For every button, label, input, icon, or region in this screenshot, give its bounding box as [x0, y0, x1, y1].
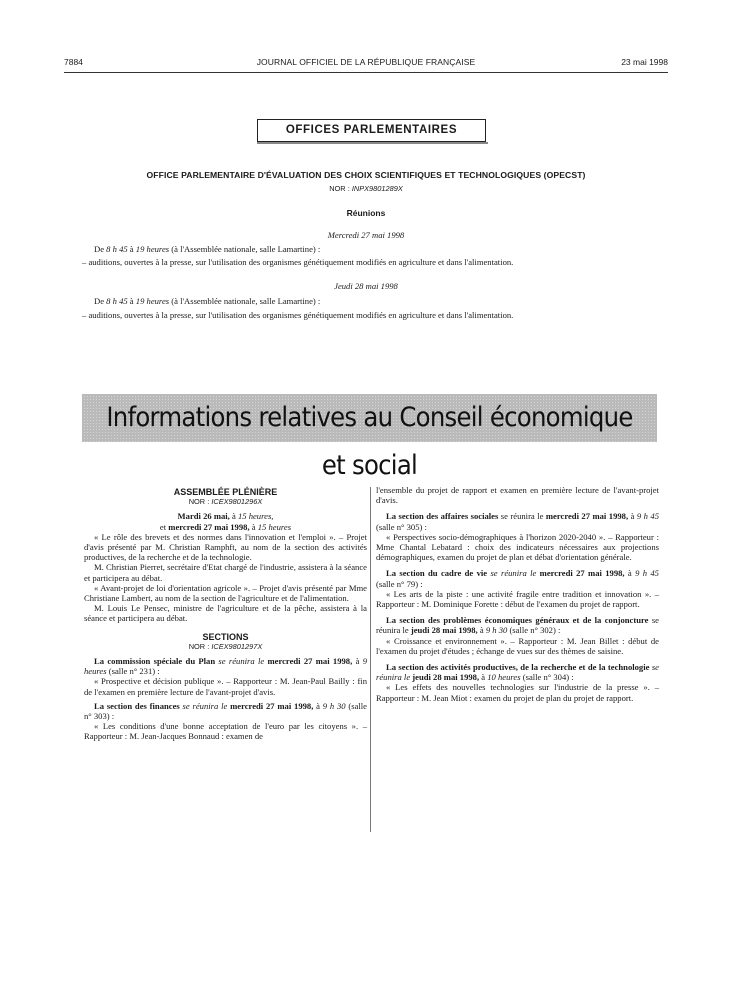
meeting-time	[94, 244, 320, 254]
meeting-date: mercredi 27 mai 1998,	[545, 511, 629, 522]
section-name: La section des problèmes économiques généraux et de la conjoncture	[386, 615, 649, 626]
time-mid: à	[127, 296, 136, 306]
section-name: La section des activités productives, de la recherche et de la technologie	[386, 662, 650, 673]
nor-label: NOR :	[329, 184, 350, 193]
meeting-time	[94, 296, 320, 306]
office-title: OFFICE PARLEMENTAIRE D'ÉVALUATION DES CHOIX SCIENTIFIQUES ET TECHNOLOGIQUES (OPECST)	[146, 170, 586, 180]
meeting-time: 10 heures	[487, 672, 521, 683]
paragraph: « Croissance et environnement ». – Rapporteur : M. Jean Billet : début de l'examen du projet d'études ; échange de vues sur des thèmes de saisine.	[376, 635, 659, 656]
time-start: 8 h 45	[106, 296, 128, 306]
section-name: La section du cadre de vie	[386, 568, 488, 579]
sections-heading: SECTIONS	[202, 631, 249, 642]
meeting-time: 9 heures	[84, 656, 367, 677]
meeting-room: (salle n° 302) :	[507, 625, 561, 636]
left-column	[84, 485, 367, 742]
paragraph: « Les arts de la piste : une activité fragile entre tradition et innovation ». – Rapporteur : M. Dominique Forette : début de l'examen du projet de rapport.	[376, 588, 659, 610]
meeting-date: jeudi 28 mai 1998,	[412, 672, 480, 683]
meeting-time: 9 h 45	[636, 511, 659, 522]
paragraph: « Avant-projet de loi d'orientation agricole ». – Projet d'avis présenté par Mme Christiane Lambert, au nom de la section de l'agriculture et de l'alimentation.	[84, 582, 367, 604]
assemblee-heading: ASSEMBLÉE PLÉNIÈRE	[173, 487, 278, 497]
right-column	[376, 485, 659, 703]
office-nor	[64, 184, 668, 193]
meeting-verb: se réunira le	[487, 568, 540, 579]
section-meeting-finances	[84, 701, 367, 721]
meeting-room: (salle n° 305) :	[376, 521, 427, 532]
meeting-day: Mercredi 27 mai 1998	[327, 230, 405, 240]
meeting-room: (salle n° 304) :	[520, 672, 574, 683]
meeting-at: à	[352, 656, 363, 667]
section-meeting-cadre-de-vie	[376, 568, 659, 588]
meeting-verb: se réunira le	[376, 615, 659, 636]
nor-value: ICEX9801296X	[211, 497, 263, 507]
date-time: 15 heures,	[237, 511, 274, 522]
meeting-description: – auditions, ouvertes à la presse, sur l'utilisation des organismes génétiquement modifiés en agriculture et dans l'alimentation.	[82, 257, 514, 267]
plenary-date-line-1	[84, 511, 367, 521]
paragraph: « Les effets des nouvelles technologies sur l'industrie de la presse ». – Rapporteur : M. Jean Miot : examen du projet de plan du projet de rapport.	[376, 682, 659, 703]
meeting-date: mercredi 27 mai 1998,	[267, 656, 353, 667]
paragraph: M. Christian Pierret, secrétaire d'Etat chargé de l'industrie, assistera à la séance et participera au débat.	[84, 562, 367, 583]
section-meeting-activites-productives	[376, 662, 659, 682]
meeting-time: 9 h 30	[485, 625, 508, 636]
box-shadow	[257, 142, 488, 144]
meeting-room: (salle n° 303) :	[84, 700, 367, 722]
header-rule	[64, 72, 668, 73]
time-location: (à l'Assemblée nationale, salle Lamartine) :	[169, 244, 321, 254]
meeting-at: à	[628, 511, 637, 522]
column-divider	[370, 487, 371, 832]
journal-title: JOURNAL OFFICIEL DE LA RÉPUBLIQUE FRANÇAISE	[256, 57, 476, 67]
section-box-title: OFFICES PARLEMENTAIRES	[257, 119, 486, 142]
date-bold: Mardi 26 mai,	[177, 511, 230, 522]
assemblee-nor	[84, 497, 367, 507]
meeting-date: mercredi 27 mai 1998,	[539, 568, 625, 579]
running-header	[64, 57, 668, 71]
meeting-at: à	[479, 672, 488, 683]
issue-date: 23 mai 1998	[621, 57, 668, 67]
date-mid: à	[229, 511, 238, 522]
meeting-at: à	[624, 568, 636, 579]
section-name: La section des finances	[94, 700, 180, 711]
meeting-verb: se réunira le	[376, 662, 659, 683]
paragraph: « Perspectives socio-démographiques à l'horizon 2020-2040 ». – Rapporteur : Mme Chantal Lebatard : choix des indicateurs nécessaires aux projections démographiques, examen du projet de plan et débat d'orientation générale.	[376, 531, 659, 563]
meeting-at: à	[313, 700, 323, 711]
time-location: (à l'Assemblée nationale, salle Lamartine) :	[169, 296, 321, 306]
sections-nor	[84, 642, 367, 652]
section-name: La section des affaires sociales	[386, 511, 499, 522]
meeting-time: 9 h 45	[635, 568, 659, 579]
meeting-time: 9 h 30	[322, 700, 346, 711]
ces-banner	[82, 394, 657, 481]
section-meeting-affaires-sociales	[376, 511, 659, 531]
date-time: 15 heures	[257, 521, 292, 532]
section-name: La commission spéciale du Plan	[94, 656, 216, 667]
reunions-heading: Réunions	[346, 208, 386, 218]
plenary-date-line-2	[84, 522, 367, 532]
date-bold: mercredi 27 mai 1998,	[168, 521, 250, 532]
nor-label: NOR :	[188, 641, 210, 651]
paragraph: « Prospective et décision publique ». – Rapporteur : M. Jean-Paul Bailly : fin de l'examen en première lecture de l'avant-projet d'avis.	[84, 676, 367, 697]
meeting-verb: se réunira le	[498, 511, 546, 522]
page-number: 7884	[64, 57, 83, 67]
date-mid: à	[249, 521, 258, 532]
meeting-verb: se réunira le	[179, 700, 231, 711]
section-meeting-plan	[84, 656, 367, 676]
section-meeting-economie	[376, 615, 659, 635]
time-end: 19 heures	[135, 244, 170, 254]
date-prefix: et	[159, 521, 169, 532]
meeting-verb: se réunira le	[215, 656, 268, 667]
time-prefix: De	[94, 296, 107, 306]
nor-label: NOR :	[188, 497, 210, 507]
time-start: 8 h 45	[106, 244, 128, 254]
meeting-day: Jeudi 28 mai 1998	[334, 281, 398, 291]
nor-value: ICEX9801297X	[211, 641, 263, 651]
meeting-room: (salle n° 231) :	[106, 666, 160, 677]
meeting-at: à	[477, 625, 486, 636]
banner-title: Informations relatives au Conseil économique et social	[106, 402, 633, 481]
nor-value: INPX9801289X	[351, 184, 403, 193]
time-end: 19 heures	[135, 296, 170, 306]
paragraph: « Les conditions d'une bonne acceptation de l'euro par les citoyens ». – Rapporteur : M. Jean-Jacques Bonnaud : examen de	[84, 721, 367, 742]
paragraph: « Le rôle des brevets et des normes dans l'innovation et l'emploi ». – Projet d'avis présenté par M. Christian Ramphft, au nom de la section des activités productives, de la recherche et de la technologie.	[84, 531, 367, 563]
meeting-date: mercredi 27 mai 1998,	[230, 700, 314, 711]
meeting-date: jeudi 28 mai 1998,	[410, 625, 478, 636]
meeting-room: (salle n° 79) :	[376, 578, 423, 589]
time-mid: à	[127, 244, 136, 254]
time-prefix: De	[94, 244, 107, 254]
paragraph-continued: l'ensemble du projet de rapport et examen en première lecture de l'avant-projet d'avis.	[376, 485, 659, 506]
paragraph: M. Louis Le Pensec, ministre de l'agriculture et de la pêche, assistera à la séance et participera au débat.	[84, 603, 367, 624]
meeting-description: – auditions, ouvertes à la presse, sur l'utilisation des organismes génétiquement modifiés en agriculture et dans l'alimentation.	[82, 310, 514, 320]
